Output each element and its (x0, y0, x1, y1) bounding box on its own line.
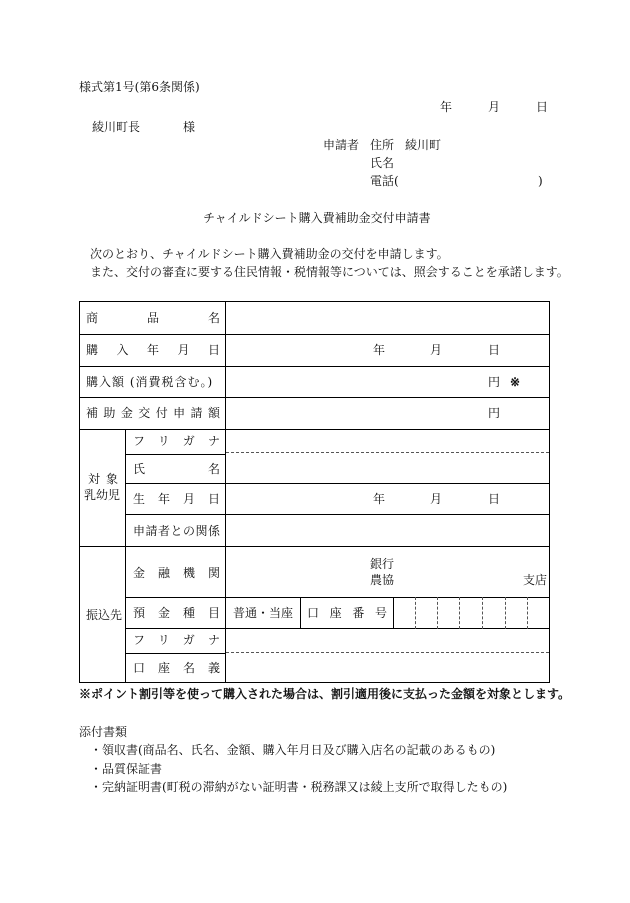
document-title: チャイルドシート購入費補助金交付申請書 (203, 211, 431, 225)
intro-line-1: 次のとおり、チャイルドシート購入費補助金の交付を申請します。 (90, 247, 449, 261)
account-holder-label: 口座名義 (133, 661, 220, 675)
account-number-label: 口座番号 (307, 606, 387, 620)
bank-type-bank: 銀行 (370, 557, 395, 571)
date-month-label: 月 (488, 100, 501, 114)
addressee-honorific: 様 (183, 120, 196, 134)
date-day-label: 日 (536, 100, 549, 114)
product-name-label: 商品名 (86, 311, 220, 325)
deposit-options: 普通・当座 (233, 606, 294, 620)
applicant-address-label: 住所 (370, 138, 395, 152)
intro-line-2: また、交付の審査に要する住民情報・税情報等については、照会することを承諾します。 (90, 265, 569, 279)
purchase-date-label: 購入年月日 (86, 343, 220, 357)
addressee-name: 綾川町長 (92, 120, 141, 134)
infant-group-label-1: 対象 (88, 472, 125, 486)
purchase-year-label: 年 (373, 343, 386, 357)
infant-group-label-2: 乳幼児 (84, 488, 121, 502)
grant-amount-label: 補助金交付申請額 (86, 406, 220, 420)
infant-name-label: 氏名 (133, 462, 220, 476)
purchase-amount-label: 購入額 (消費税含む。) (86, 375, 214, 389)
infant-birthdate-label: 生年月日 (133, 492, 220, 506)
deposit-type-label: 預金種目 (133, 606, 220, 620)
date-year-label: 年 (440, 100, 453, 114)
birth-year-label: 年 (373, 492, 386, 506)
bank-type-ja: 農協 (370, 573, 395, 587)
applicant-label: 申請者 (323, 138, 360, 152)
birth-day-label: 日 (488, 492, 501, 506)
purchase-amount-mark: ※ (510, 375, 521, 389)
grant-amount-yen: 円 (488, 406, 501, 420)
attachment-item: ・品質保証書 (90, 762, 163, 776)
applicant-phone-label: 電話( (370, 174, 399, 188)
infant-furigana-label: フリガナ (133, 434, 220, 448)
purchase-month-label: 月 (430, 343, 443, 357)
relation-label: 申請者との関係 (133, 524, 220, 538)
attachments-heading: 添付書類 (79, 725, 128, 739)
purchase-amount-yen: 円 (488, 375, 501, 389)
bank-label: 金融機関 (133, 566, 220, 580)
purchase-day-label: 日 (488, 343, 501, 357)
form-number: 様式第1号(第6条関係) (79, 80, 200, 94)
applicant-address-value: 綾川町 (405, 138, 442, 152)
attachment-item: ・完納証明書(町税の滞納がない証明書・税務課又は綾上支所で取得したもの) (90, 780, 508, 794)
transfer-group-label: 振込先 (86, 608, 123, 622)
attachment-item: ・領収書(商品名、氏名、金額、購入年月日及び購入店名の記載のあるもの) (90, 743, 496, 757)
applicant-phone-close: ) (538, 174, 543, 188)
account-furigana-label: フリガナ (133, 633, 220, 647)
applicant-name-label: 氏名 (370, 156, 395, 170)
discount-note: ※ポイント割引等を使って購入された場合は、割引適用後に支払った金額を対象とします。 (79, 687, 571, 701)
birth-month-label: 月 (430, 492, 443, 506)
branch-label: 支店 (523, 573, 548, 587)
